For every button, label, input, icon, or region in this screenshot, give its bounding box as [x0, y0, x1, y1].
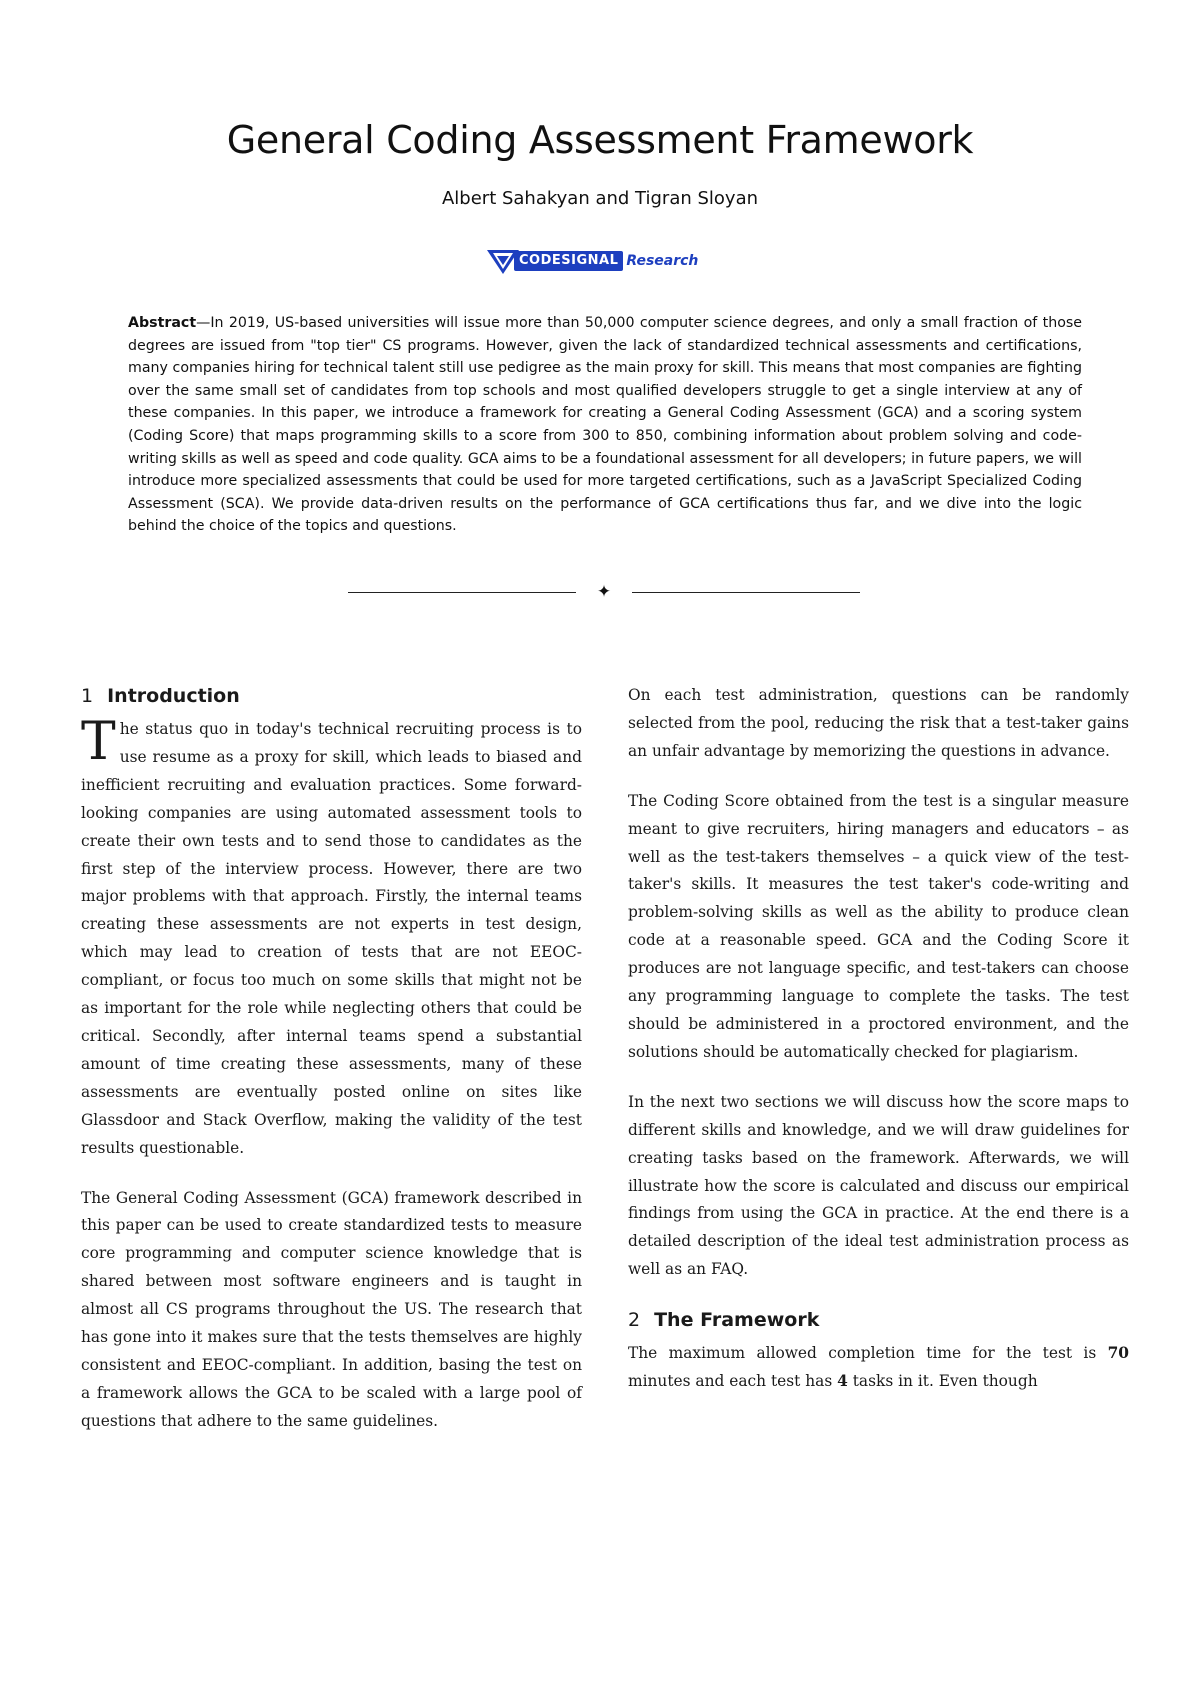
section-title: The Framework	[654, 1309, 820, 1332]
right-column	[628, 682, 1129, 1418]
intro-paragraph-1-text: he status quo in today's technical recruiting process is to use resume as a proxy for skill, which leads to biased and inefficient recruiting and evaluation practices. Some forward-looking companies are using automated assessment tools to create their own tests and to send those to candidates as the first step of the interview process. However, there are two major problems with that approach. Firstly, the internal teams creating these assessments are not experts in test design, which may lead to creation of tests that are not EEOC-compliant, or focus too much on some skills that might not be as important for the role while neglecting others that could be critical. Secondly, after internal teams spend a substantial amount of time creating these assessments, many of these assessments are eventually posted online on sites like Glassdoor and Stack Overflow, making the validity of the test results questionable.	[81, 720, 582, 1157]
abstract-text: In 2019, US-based universities will issue more than 50,000 computer science degrees, and only a small fraction of those degrees are issued from "top tier" CS programs. However, given the lack of standardized technical assessments and certifications, many companies hiring for technical talent still use pedigree as the main proxy for skill. This means that most companies are fighting over the same small set of candidates from top schools and most qualified developers struggle to get a single interview at any of these companies. In this paper, we introduce a framework for creating a General Coding Assessment (GCA) and a scoring system (Coding Score) that maps programming skills to a score from 300 to 850, combining information about problem solving and code-writing skills as well as speed and code quality. GCA aims to be a foundational assessment for all developers; in future papers, we will introduce more specialized assessments that could be used for more targeted certifications, such as a JavaScript Specialized Coding Assessment (SCA). We provide data-driven results on the performance of GCA certifications thus far, and we dive into the logic behind the choice of the topics and questions.	[128, 315, 1082, 535]
divider-line-left	[348, 592, 576, 593]
section-divider	[348, 580, 860, 604]
paper-authors: Albert Sahakyan and Tigran Sloyan	[441, 188, 759, 209]
intro-paragraph-2: The General Coding Assessment (GCA) framework described in this paper can be used to create standardized tests to measure core programming and computer science knowledge that is shared between most software engineers and is taught in almost all CS programs throughout the US. The research that has gone into it makes sure that the tests themselves are highly consistent and EEOC-compliant. In addition, basing the test on a framework allows the GCA to be scaled with a large pool of questions that adhere to the same guidelines.	[81, 1188, 582, 1430]
intro-paragraph-5: In the next two sections we will discuss how the score maps to different skills and knowledge, and we will draw guidelines for creating tasks based on the framework. Afterwards, we will illustrate how the score is calculated and discuss our empirical findings from using the GCA in practice. At the end there is a detailed description of the ideal test administration process as well as an FAQ.	[628, 1092, 1129, 1279]
paper-title: General Coding Assessment Framework	[226, 118, 974, 162]
section-number: 1	[81, 685, 94, 707]
divider-ornament-icon: ✦	[596, 581, 612, 602]
intro-paragraph-1	[81, 712, 582, 1163]
section-number: 2	[628, 1309, 641, 1332]
framework-text-c: tasks in it. Even though	[847, 1372, 1038, 1391]
framework-text-a: The maximum allowed completion time for the test is	[628, 1344, 1108, 1363]
left-column	[81, 682, 582, 1458]
abstract-label: Abstract	[128, 315, 197, 331]
framework-text-b: minutes and each test has	[628, 1372, 838, 1391]
codesignal-research-logo	[486, 244, 698, 278]
abstract	[128, 312, 1082, 538]
drop-cap: T	[81, 712, 116, 772]
framework-minutes-value: 70	[1107, 1344, 1129, 1363]
framework-tasks-value: 4	[837, 1372, 848, 1391]
intro-paragraph-4: The Coding Score obtained from the test is a singular measure meant to give recruiters, hiring managers and educators – as well as the test-takers themselves – a quick view of the test-taker's skills. It measures the test taker's code-writing and problem-solving skills as well as the ability to produce clean code at a reasonable speed. GCA and the Coding Score it produces are not language specific, and test-takers can choose any programming language to complete the tasks. The test should be administered in a proctored environment, and the solutions should be automatically checked for plagiarism.	[628, 791, 1129, 1061]
abstract-dash: —	[196, 315, 211, 331]
logo-research-label: Research	[626, 253, 699, 269]
logo-wordmark: CODESIGNAL	[514, 251, 623, 271]
intro-paragraph-3: On each test administration, questions can be randomly selected from the pool, reducing the risk that a test-taker gains an unfair advantage by memorizing the questions in advance.	[628, 686, 1129, 760]
framework-paragraph-1	[628, 1340, 1129, 1396]
section-heading-introduction	[81, 682, 582, 710]
section-heading-framework	[628, 1306, 1129, 1334]
divider-line-right	[632, 592, 860, 593]
section-title: Introduction	[107, 685, 240, 707]
